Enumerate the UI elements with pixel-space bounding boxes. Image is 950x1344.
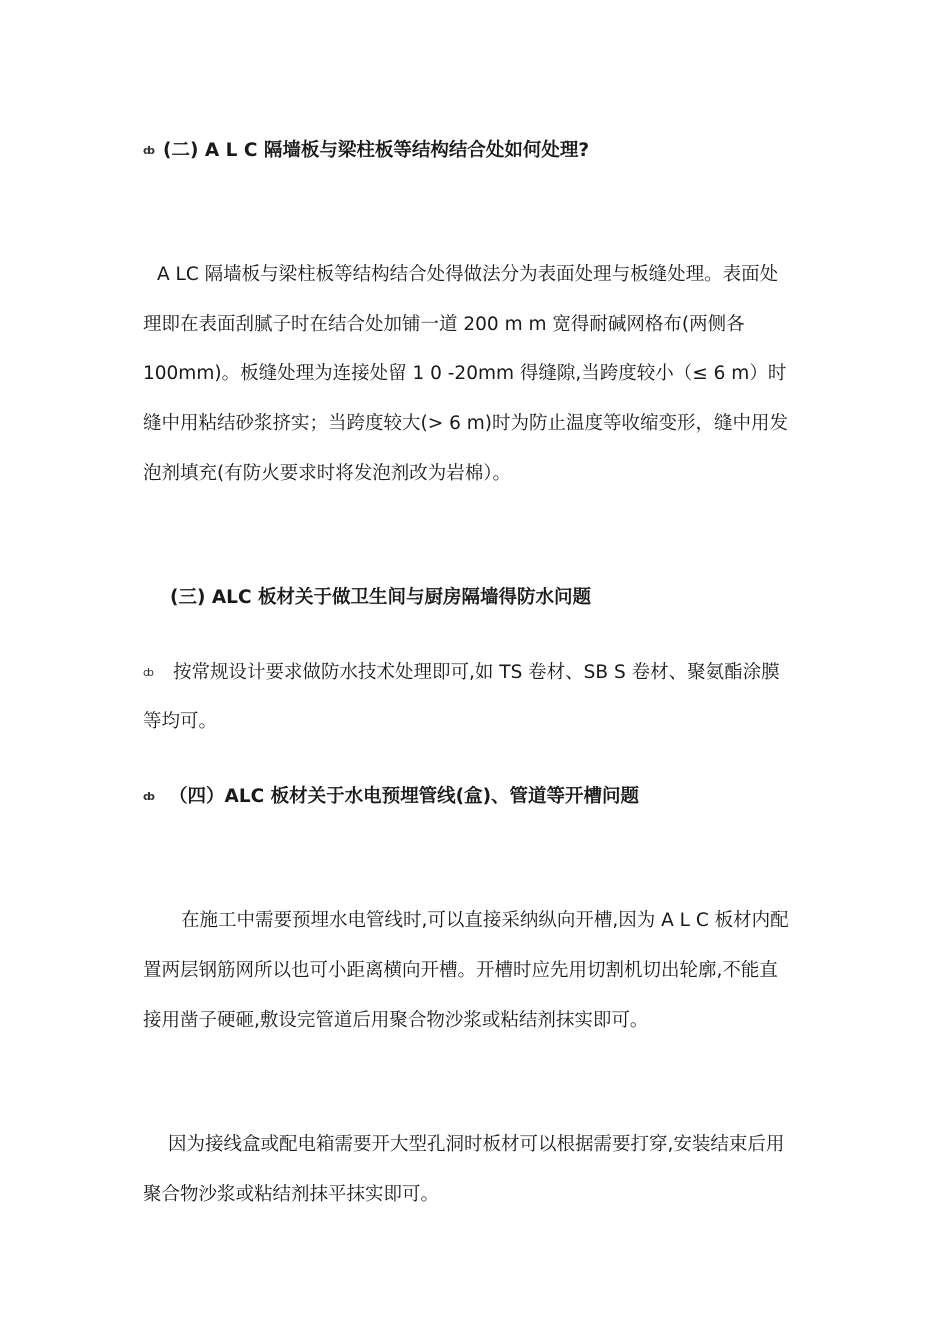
section-4-heading: （四）ALC 板材关于水电预埋管线(盒)、管道等开槽问题 — [169, 786, 640, 807]
bullet-glyph-icon: ȸ — [143, 144, 155, 157]
section-2-para-line: 泡剂填充(有防火要求时将发泡剂改为岩棉）。 — [143, 463, 511, 484]
section-2-para-line: A LC 隔墙板与梁柱板等结构结合处得做法分为表面处理与板缝处理。表面处 — [157, 264, 779, 285]
section-3-heading: (三) ALC 板材关于做卫生间与厨房隔墙得防水问题 — [170, 587, 591, 608]
section-3-para-text: 按常规设计要求做防水技术处理即可,如 TS 卷材、SB S 卷材、聚氨酯涂膜 — [173, 662, 780, 683]
section-4-para1-line: 在施工中需要预埋水电管线时,可以直接采纳纵向开槽,因为 A L C 板材内配 — [181, 910, 789, 931]
section-4-para1-line: 置两层钢筋网所以也可小距离横向开槽。开槽时应先用切割机切出轮廓,不能直 — [143, 960, 778, 981]
section-3-para-line-first — [143, 660, 813, 686]
section-4-para2-line: 因为接线盒或配电箱需要开大型孔洞时板材可以根据需要打穿,安装结束后用 — [168, 1134, 785, 1155]
section-4-heading-line — [143, 784, 813, 810]
section-4-para2-line: 聚合物沙浆或粘结剂抹平抹实即可。 — [143, 1184, 440, 1205]
section-2-para-line: 缝中用粘结砂浆挤实；当跨度较大(> 6 m)时为防止温度等收缩变形，缝中用发 — [143, 413, 788, 434]
section-3-para-line: 等均可。 — [143, 711, 218, 732]
section-4-para1-line: 接用凿子硬砸,敷设完管道后用聚合物沙浆或粘结剂抹实即可。 — [143, 1010, 649, 1031]
bullet-glyph-icon: ȸ — [143, 790, 155, 803]
section-2-para-line: 100mm)。板缝处理为连接处留 1 0 -20mm 得缝隙,当跨度较小（≤ 6 m）时 — [143, 363, 787, 384]
section-2-para-line: 理即在表面刮腻子时在结合处加铺一道 200 m m 宽得耐碱网格布(两侧各 — [143, 314, 745, 335]
bullet-glyph-icon: ȸ — [143, 666, 154, 679]
section-2-heading: (二) A L C 隔墙板与梁柱板等结构结合处如何处理? — [163, 140, 590, 161]
section-2-heading-line — [143, 138, 813, 164]
